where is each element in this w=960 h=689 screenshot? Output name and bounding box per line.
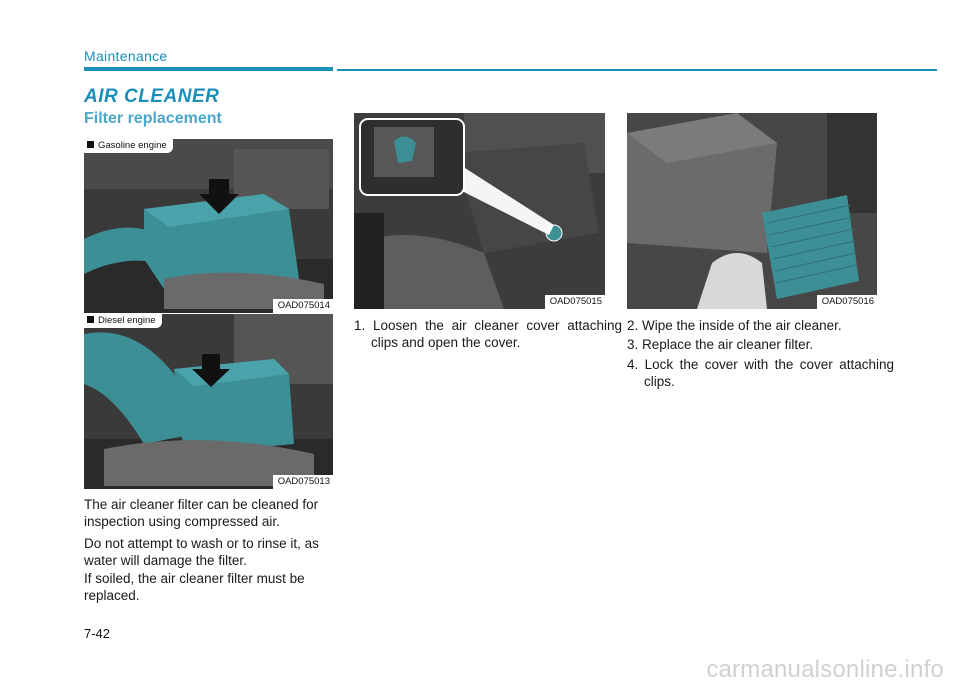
diesel-engine-photo	[84, 314, 333, 489]
page-title: AIR CLEANER	[84, 86, 220, 107]
step1-figure-code: OAD075015	[545, 295, 605, 309]
gasoline-engine-photo	[84, 139, 333, 313]
body-paragraph-1: The air cleaner filter can be cleaned for inspection using compressed air.	[84, 497, 319, 529]
step1-clip-photo	[354, 113, 605, 309]
header-rule-thin	[337, 69, 937, 71]
square-bullet-icon	[87, 316, 94, 323]
step-4: 4. Lock the cover with the cover attaching clips.	[627, 357, 894, 389]
watermark: carmanualsonline.info	[706, 656, 944, 683]
step2-filter-photo	[627, 113, 877, 309]
gasoline-engine-tag: Gasoline engine	[84, 139, 173, 153]
step-1: 1. Loosen the air cleaner cover attaching clips and open the cover.	[354, 318, 622, 350]
diesel-figure-code: OAD075013	[273, 475, 333, 489]
section-label: Maintenance	[84, 48, 168, 64]
step-2: 2. Wipe the inside of the air cleaner.	[627, 318, 842, 333]
page-number: 7-42	[84, 626, 111, 641]
square-bullet-icon	[87, 141, 94, 148]
step-3: 3. Replace the air cleaner filter.	[627, 337, 814, 352]
subtitle: Filter replacement	[84, 110, 222, 127]
diesel-engine-tag: Diesel engine	[84, 314, 162, 328]
gasoline-figure-code: OAD075014	[273, 299, 333, 313]
body-paragraph-2: Do not attempt to wash or to rinse it, as water will damage the filter.	[84, 536, 319, 568]
body-paragraph-3: If soiled, the air cleaner filter must be replaced.	[84, 571, 305, 603]
step2-figure-code: OAD075016	[817, 295, 877, 309]
header-rule-thick	[84, 67, 333, 71]
